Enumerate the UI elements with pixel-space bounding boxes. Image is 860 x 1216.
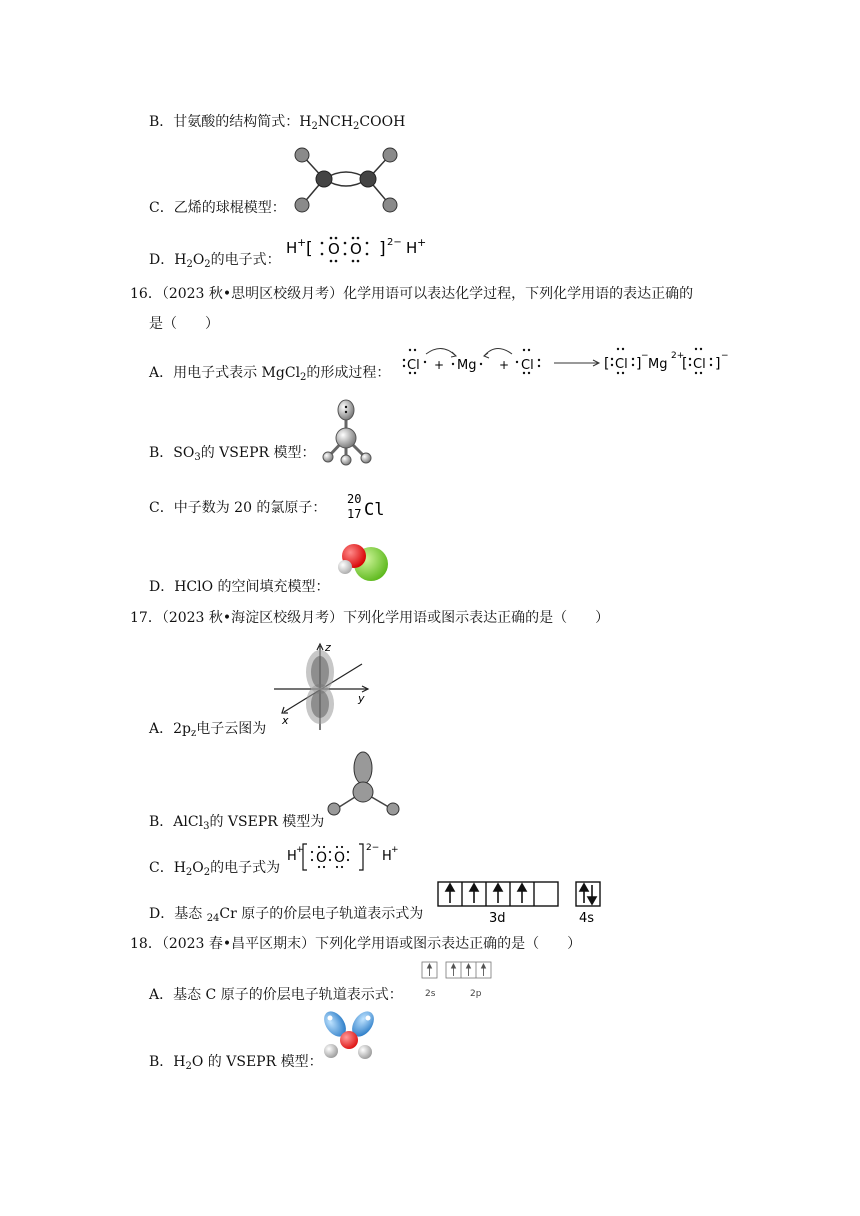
so3-vsepr-model bbox=[318, 398, 378, 468]
h2o2-electron-formula-15d bbox=[284, 232, 454, 266]
option-18-a: A．基态 C 原子的价层电子轨道表示式： bbox=[149, 987, 403, 1003]
svg-text:z: z bbox=[325, 641, 331, 654]
option-16-b: B．$SO_3$的 VSEPR 模型： bbox=[149, 445, 316, 463]
2pz-electron-cloud-diagram bbox=[270, 638, 376, 732]
svg-text:O: O bbox=[350, 240, 362, 258]
cr-valence-orbital-diagram bbox=[436, 880, 606, 926]
svg-text:Cl: Cl bbox=[615, 357, 628, 372]
option-15-d: D．$H_2O_2$的电子式： bbox=[149, 252, 281, 270]
svg-text:Mg: Mg bbox=[648, 357, 668, 372]
option-16-d: D．HClO 的空间填充模型： bbox=[149, 579, 330, 595]
option-16-a: A．用电子式表示 MgCl$_2$的形成过程： bbox=[149, 365, 391, 383]
h2o2-electron-formula-17c bbox=[285, 838, 425, 874]
hclo-space-filling-model bbox=[336, 538, 394, 586]
svg-text:20: 20 bbox=[347, 492, 362, 506]
svg-text:O: O bbox=[334, 850, 346, 866]
option-17-a: A．$2p_z$电子云图为 bbox=[149, 721, 267, 739]
option-18-b: B．$H_2O$ 的 VSEPR 模型： bbox=[149, 1054, 323, 1072]
question-18-stem: 18．（2023 春•昌平区期末）下列化学用语或图示表达正确的是（ ） bbox=[130, 936, 582, 952]
svg-text:y: y bbox=[358, 692, 365, 705]
svg-text:2−: 2− bbox=[387, 237, 402, 248]
chlorine-isotope-notation bbox=[345, 492, 391, 526]
svg-text:]: ] bbox=[715, 356, 721, 372]
svg-text:+: + bbox=[417, 236, 427, 249]
mgcl2-formation-process bbox=[396, 342, 736, 376]
svg-text:−: − bbox=[641, 351, 649, 361]
svg-text:2p: 2p bbox=[470, 989, 482, 999]
svg-text:3d: 3d bbox=[489, 911, 506, 926]
svg-text:Cl: Cl bbox=[693, 357, 706, 372]
svg-text:4s: 4s bbox=[579, 911, 595, 926]
svg-text:+: + bbox=[296, 845, 304, 855]
svg-text:2−: 2− bbox=[366, 843, 380, 853]
svg-text:O: O bbox=[316, 850, 328, 866]
carbon-valence-orbital-diagram bbox=[420, 960, 510, 1002]
question-16-stem: 16．（2023 秋•思明区校级月考）化学用语可以表达化学过程，下列化学用语的表达正确的 bbox=[130, 286, 694, 302]
svg-text:2+: 2+ bbox=[671, 351, 685, 361]
svg-text:+: + bbox=[391, 845, 399, 855]
svg-text:17: 17 bbox=[347, 507, 362, 521]
option-17-b: B．AlCl$_3$的 VSEPR 模型为 bbox=[149, 814, 325, 832]
svg-text:[: [ bbox=[682, 356, 688, 372]
svg-text:H: H bbox=[287, 849, 297, 864]
svg-text:[: [ bbox=[306, 239, 313, 259]
svg-text:Mg: Mg bbox=[457, 358, 477, 373]
question-16-stem-cont: 是（ ） bbox=[149, 316, 219, 332]
svg-text:+: + bbox=[297, 236, 307, 249]
option-15-b: B．甘氨酸的结构简式：$H_2NCH_2COOH$ bbox=[149, 114, 406, 132]
svg-text:H: H bbox=[286, 239, 298, 257]
svg-text:+: + bbox=[499, 358, 510, 372]
option-17-d: D．基态 $_{24}$Cr 原子的价层电子轨道表示式为 bbox=[149, 906, 424, 924]
ethylene-ball-stick-model bbox=[290, 143, 402, 215]
h2o-vsepr-model bbox=[318, 1006, 384, 1066]
svg-text:O: O bbox=[328, 240, 340, 258]
svg-text:Cl: Cl bbox=[407, 358, 420, 373]
svg-text:Cl: Cl bbox=[521, 358, 534, 373]
svg-text:+: + bbox=[434, 358, 445, 372]
alcl3-vsepr-model bbox=[322, 750, 404, 816]
svg-text:]: ] bbox=[379, 239, 386, 259]
svg-text:Cl: Cl bbox=[364, 500, 385, 520]
question-17-stem: 17．（2023 秋•海淀区校级月考）下列化学用语或图示表达正确的是（ ） bbox=[130, 610, 610, 626]
svg-text:]: ] bbox=[636, 356, 642, 372]
svg-text:H: H bbox=[382, 849, 392, 864]
svg-text:−: − bbox=[721, 351, 729, 361]
svg-text:2s: 2s bbox=[425, 989, 436, 999]
svg-text:[: [ bbox=[604, 356, 610, 372]
option-17-c: C．$H_2O_2$的电子式为 bbox=[149, 860, 281, 878]
svg-text:x: x bbox=[282, 714, 289, 727]
option-16-c: C．中子数为 20 的氯原子： bbox=[149, 500, 327, 516]
option-15-c: C．乙烯的球棍模型： bbox=[149, 200, 286, 216]
svg-text:H: H bbox=[406, 239, 418, 257]
